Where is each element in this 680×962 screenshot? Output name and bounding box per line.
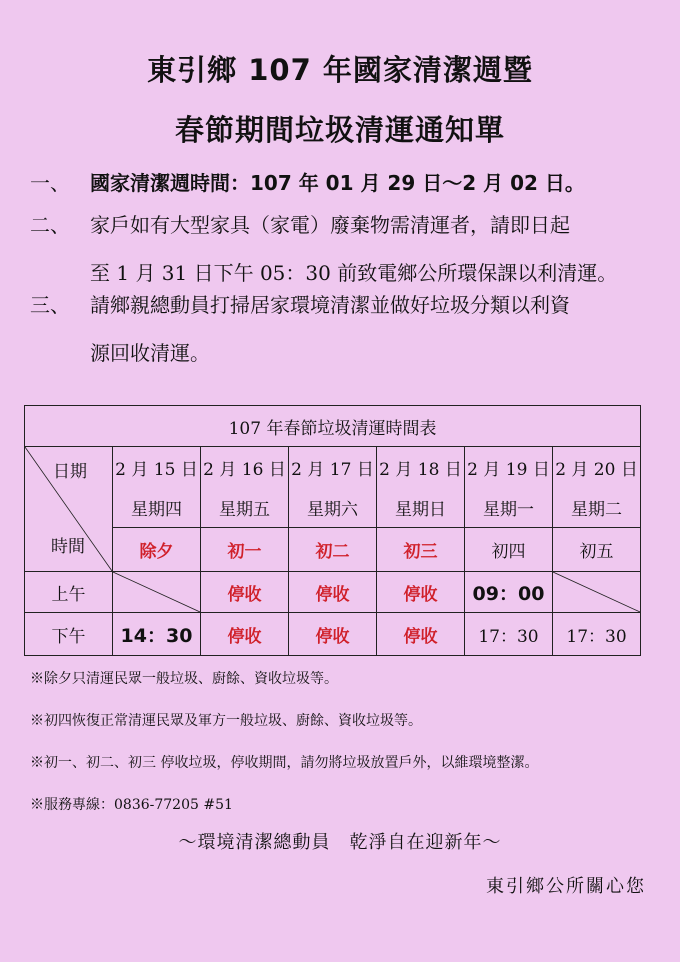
note-service-phone: ※服務專線：0836-77205 #51 (30, 797, 233, 813)
lunar-day-cell: 初五 (553, 528, 641, 572)
pm-cell: 17：30 (465, 613, 553, 656)
notice-title-line1: 東引鄉 107 年國家清潔週暨 (147, 53, 533, 87)
corner-date-label: 日期 (53, 462, 87, 482)
am-cell: 停收 (201, 572, 289, 613)
pm-cell: 14：30 (113, 613, 201, 656)
weekday-cell: 星期四 (113, 487, 201, 528)
pm-cell: 停收 (377, 613, 465, 656)
item-text: 至 1 月 31 日下午 05：30 前致電鄉公所環保課以利清運。 (90, 261, 618, 285)
item-number: 三、 (30, 293, 70, 317)
weekday-cell: 星期一 (465, 487, 553, 528)
date-cell: 2 月 20 日 (553, 447, 641, 488)
schedule-table (24, 405, 641, 656)
item-text: 源回收清運。 (90, 341, 210, 365)
item-number: 一、 (30, 171, 70, 195)
item-text: 國家清潔週時間：107 年 01 月 29 日～2 月 02 日。 (90, 171, 585, 195)
am-row-label: 上午 (25, 572, 113, 613)
notice-title-line2: 春節期間垃圾清運通知單 (174, 113, 505, 147)
item-text: 家戶如有大型家具（家電）廢棄物需清運者，請即日起 (90, 213, 570, 237)
footer-signature: 東引鄉公所關心您 (486, 876, 646, 897)
date-cell: 2 月 18 日 (377, 447, 465, 488)
item-number: 二、 (30, 213, 70, 237)
date-cell: 2 月 19 日 (465, 447, 553, 488)
pm-cell: 停收 (201, 613, 289, 656)
note-1: ※除夕只清運民眾一般垃圾、廚餘、資收垃圾等。 (30, 671, 338, 687)
date-cell: 2 月 15 日 (113, 447, 201, 488)
corner-time-label: 時間 (51, 537, 85, 557)
am-cell-empty (113, 572, 201, 613)
table-corner-cell (25, 447, 113, 572)
pm-row-label: 下午 (25, 613, 113, 656)
am-cell: 09：00 (465, 572, 553, 613)
date-cell: 2 月 17 日 (289, 447, 377, 488)
lunar-day-cell: 初一 (201, 528, 289, 572)
note-3: ※初一、初二、初三 停收垃圾，停收期間，請勿將垃圾放置戶外，以維環境整潔。 (30, 755, 539, 771)
weekday-cell: 星期二 (553, 487, 641, 528)
lunar-day-cell: 初二 (289, 528, 377, 572)
am-cell-empty (553, 572, 641, 613)
lunar-day-cell: 初四 (465, 528, 553, 572)
lunar-day-cell: 初三 (377, 528, 465, 572)
pm-cell: 停收 (289, 613, 377, 656)
schedule-caption: 107 年春節垃圾清運時間表 (25, 406, 641, 447)
slogan: ～環境清潔總動員 乾淨自在迎新年～ (178, 832, 502, 853)
weekday-cell: 星期日 (377, 487, 465, 528)
am-cell: 停收 (289, 572, 377, 613)
am-cell: 停收 (377, 572, 465, 613)
pm-cell: 17：30 (553, 613, 641, 656)
item-text: 請鄉親總動員打掃居家環境清潔並做好垃圾分類以利資 (90, 293, 570, 317)
weekday-cell: 星期六 (289, 487, 377, 528)
weekday-cell: 星期五 (201, 487, 289, 528)
date-cell: 2 月 16 日 (201, 447, 289, 488)
lunar-day-cell: 除夕 (113, 528, 201, 572)
note-2: ※初四恢復正常清運民眾及軍方一般垃圾、廚餘、資收垃圾等。 (30, 713, 422, 729)
